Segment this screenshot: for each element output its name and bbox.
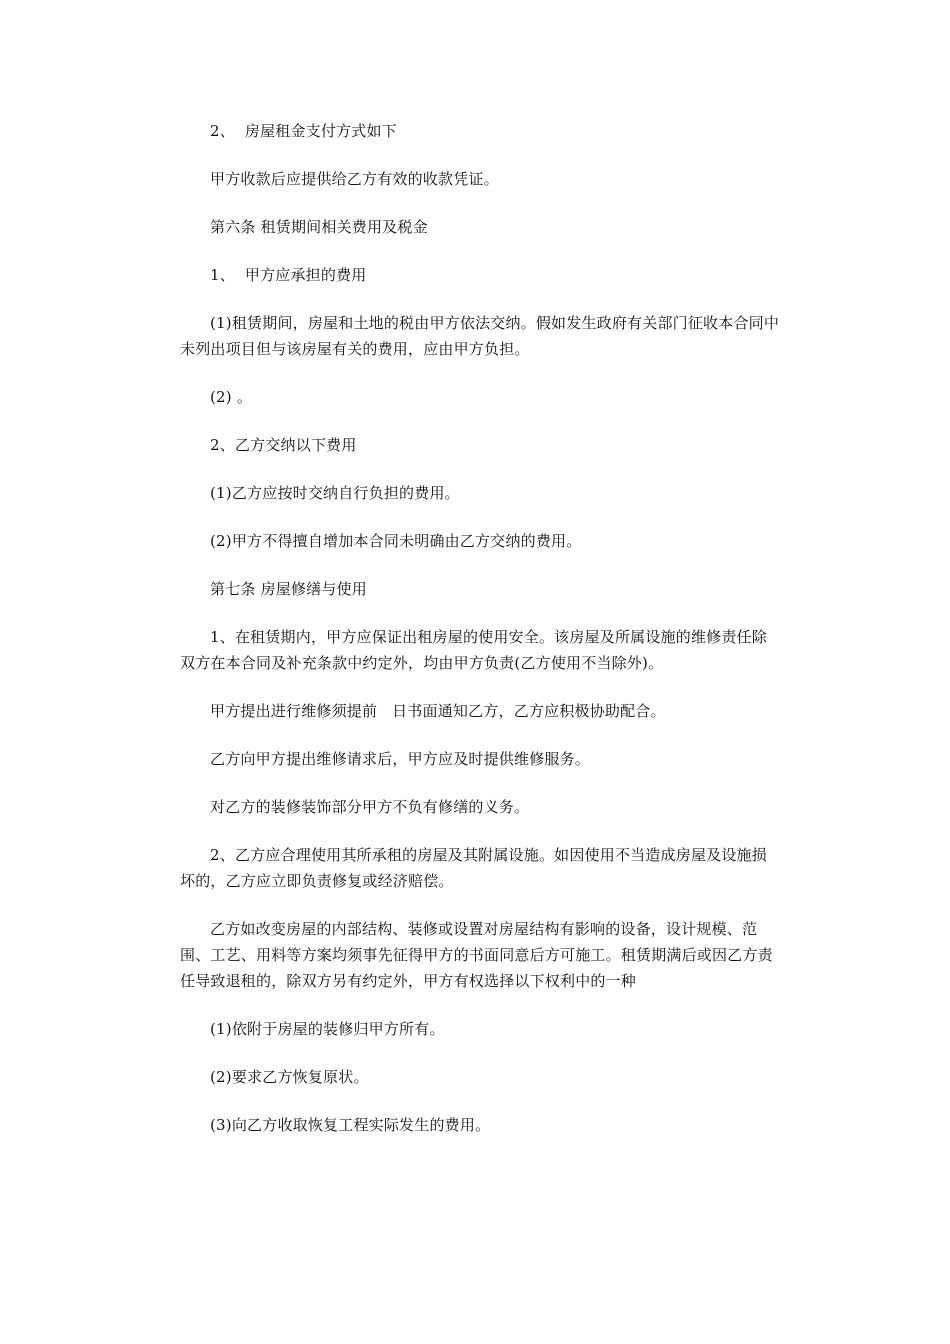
option-decoration-ownership: (1)依附于房屋的装修归甲方所有。 <box>210 1020 445 1038</box>
article-seven-heading: 第七条 房屋修缮与使用 <box>210 580 367 598</box>
option-restoration-cost: (3)向乙方收取恢复工程实际发生的费用。 <box>210 1116 491 1134</box>
item-landlord-taxes: (1)租赁期间，房屋和土地的税由甲方依法交纳。假如发生政府有关部门征收本合同中未列出项目但与该房屋有关的费用，应由甲方负担。 <box>180 314 780 358</box>
paragraph-repair-notice: 甲方提出进行维修须提前 日书面通知乙方，乙方应积极协助配合。 <box>210 702 666 720</box>
clause-landlord-fees: 1、 甲方应承担的费用 <box>210 266 367 284</box>
paragraph-repair-request: 乙方向甲方提出维修请求后，甲方应及时提供维修服务。 <box>210 750 591 768</box>
clause-rent-payment-method: 2、 房屋租金支付方式如下 <box>210 122 397 140</box>
clause-repair-safety: 1、在租赁期内，甲方应保证出租房屋的使用安全。该房屋及所属设施的维修责任除双方在本合同及补充条款中约定外，均由甲方负责(乙方使用不当除外)。 <box>180 628 767 672</box>
document-body <box>180 118 780 1160</box>
item-tenant-fees-2: (2)甲方不得擅自增加本合同未明确由乙方交纳的费用。 <box>210 532 582 550</box>
article-six-heading: 第六条 租赁期间相关费用及税金 <box>210 218 428 236</box>
item-tenant-fees-1: (1)乙方应按时交纳自行负担的费用。 <box>210 484 460 502</box>
paragraph-decoration: 对乙方的装修装饰部分甲方不负有修缮的义务。 <box>210 798 530 816</box>
clause-tenant-fees: 2、乙方交纳以下费用 <box>210 436 357 454</box>
item-blank-2: (2) 。 <box>210 388 253 406</box>
paragraph-receipt: 甲方收款后应提供给乙方有效的收款凭证。 <box>210 170 499 188</box>
option-restore: (2)要求乙方恢复原状。 <box>210 1068 369 1086</box>
paragraph-structural-changes: 乙方如改变房屋的内部结构、装修或设置对房屋结构有影响的设备，设计规模、范围、工艺、用料等方案均须事先征得甲方的书面同意后方可施工。租赁期满后或因乙方责任导致退租的，除双方另有约定外，甲方有权选择以下权利中的一种 <box>180 920 773 990</box>
clause-proper-use: 2、乙方应合理使用其所承租的房屋及其附属设施。如因使用不当造成房屋及设施损坏的，乙方应立即负责修复或经济赔偿。 <box>180 846 767 890</box>
